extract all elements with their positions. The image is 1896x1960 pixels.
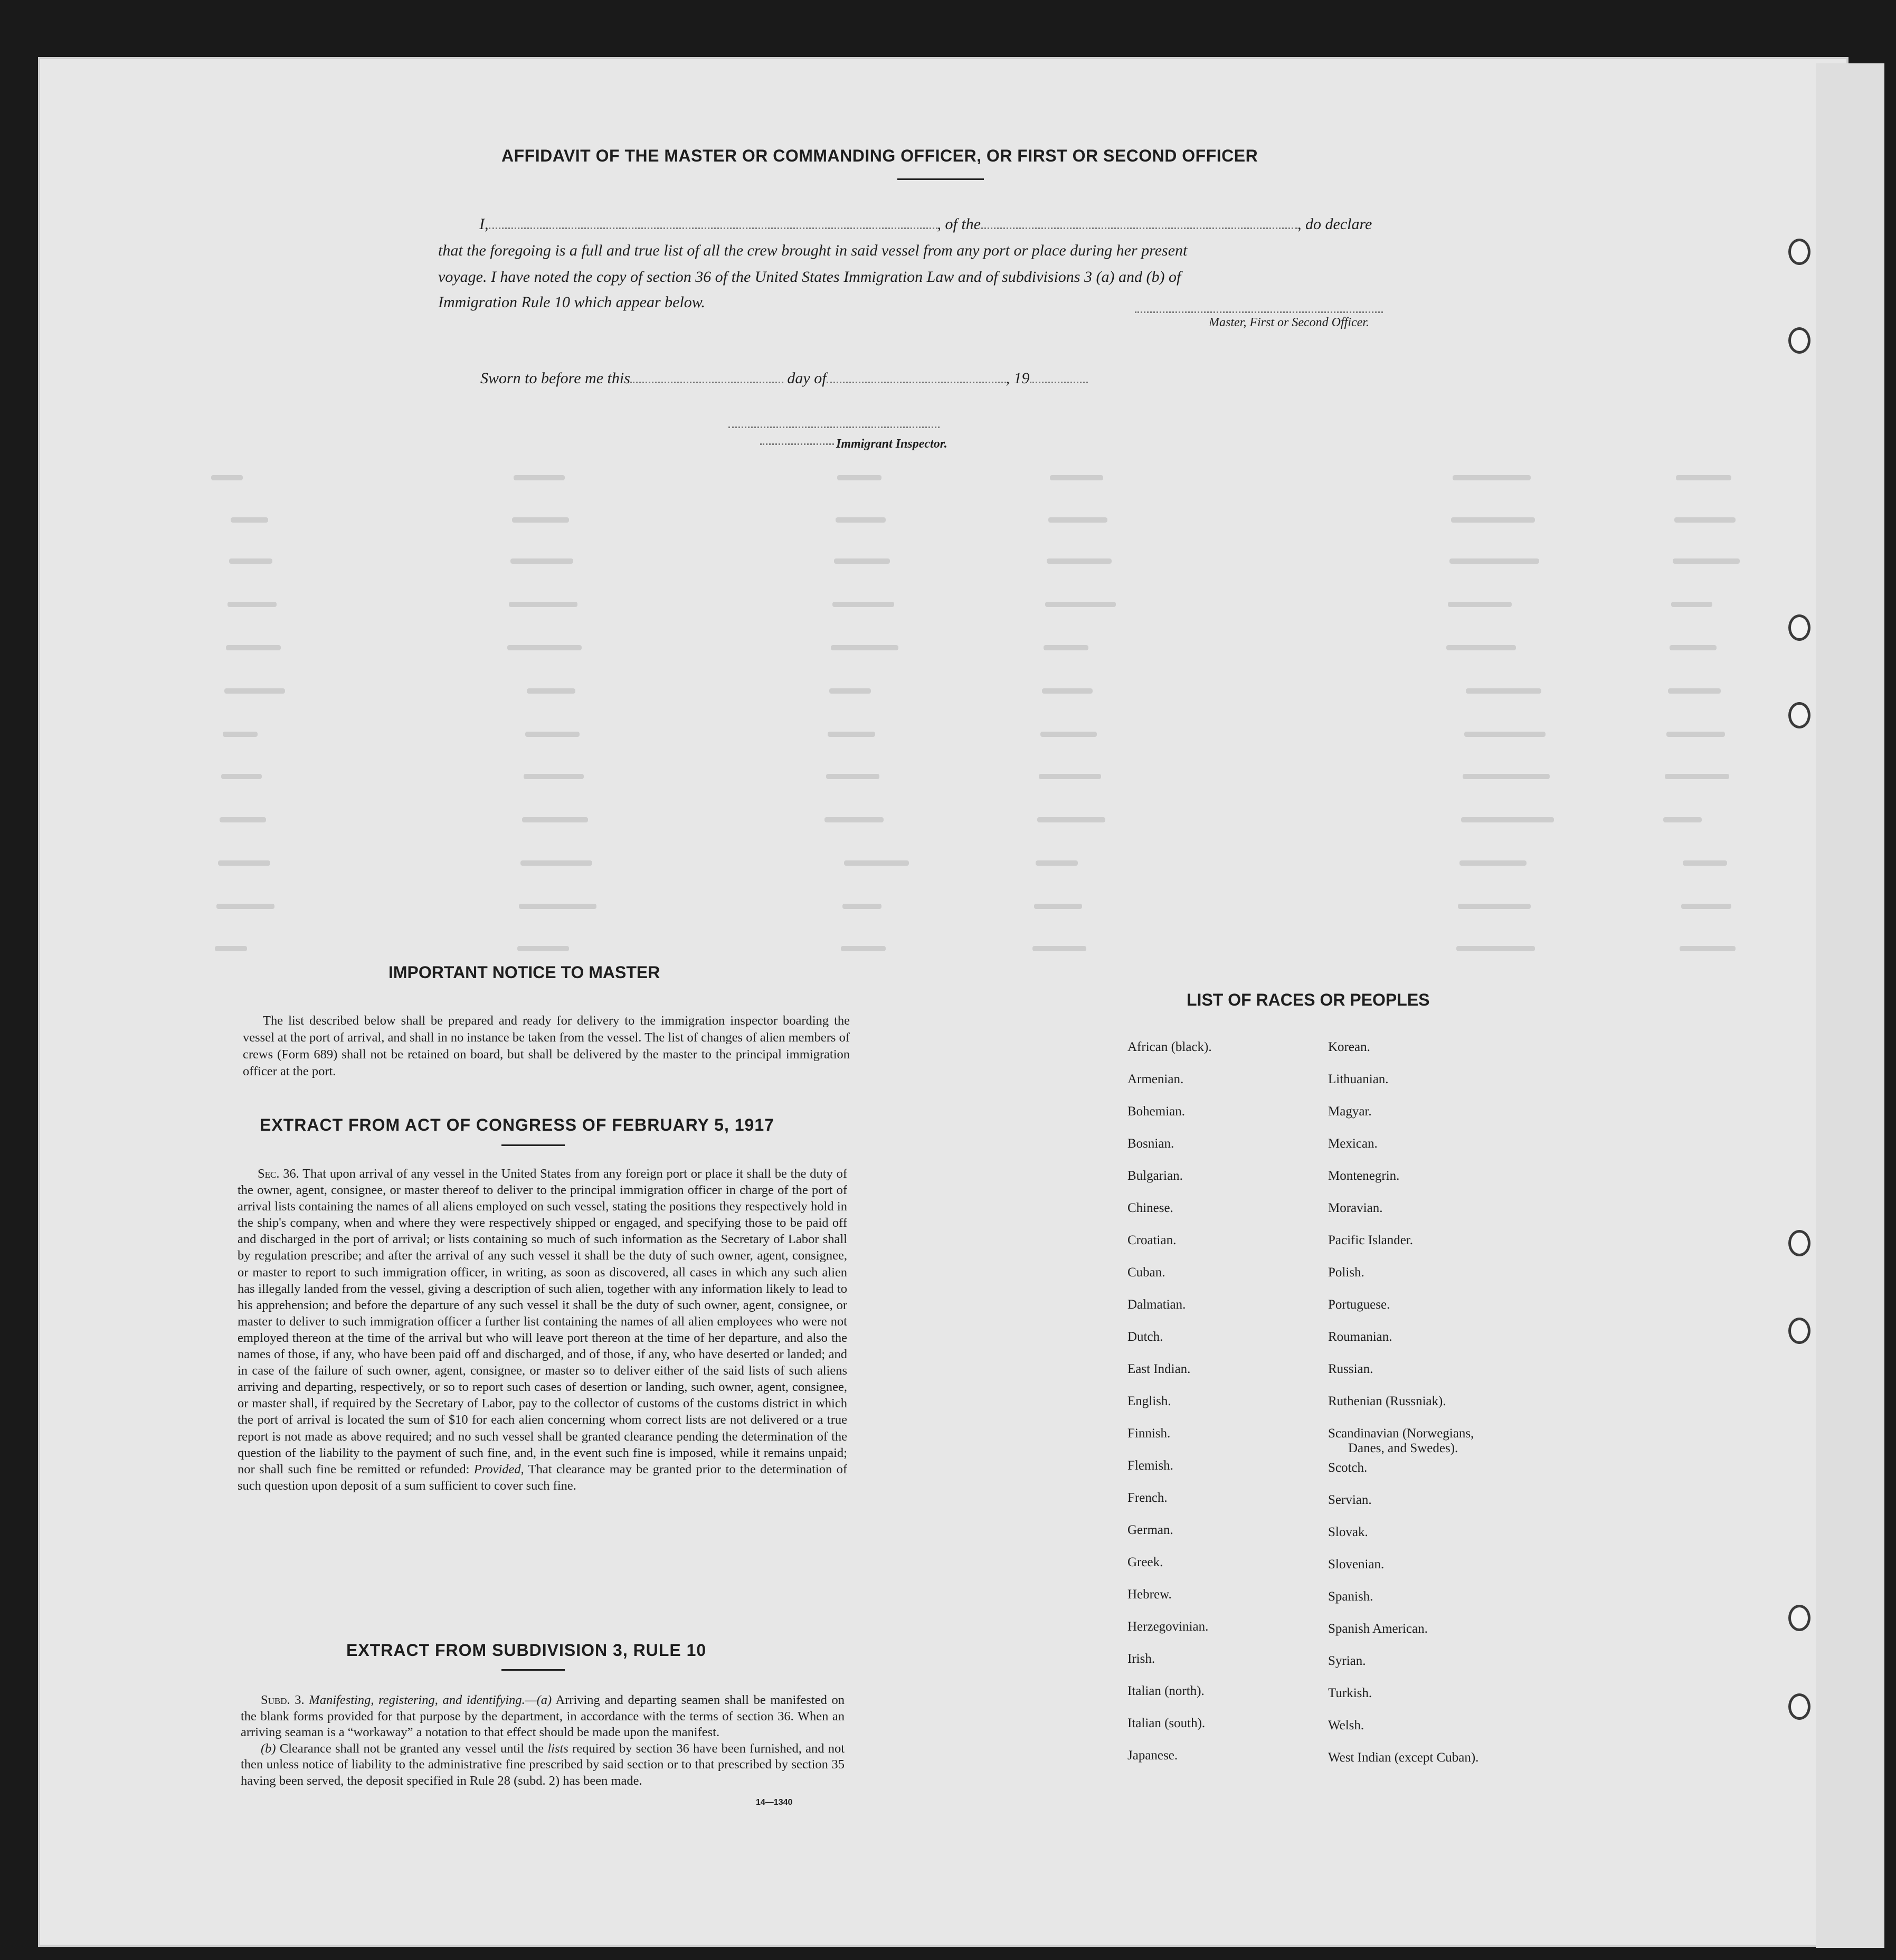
bleed-mark xyxy=(1458,904,1531,909)
b-text-2: required by section 36 have been furnished, and not then unless notice of liability to the administrative fine prescribed by said section or to that prescribed by section 35 having been served, the deposit specified in Rule 28 (subd. 2) has been made. xyxy=(241,1741,845,1788)
declaration-line-2: that the foregoing is a full and true list of all the crew brought in said vessel from any port or place during her present xyxy=(438,242,1188,259)
divider xyxy=(501,1669,565,1671)
bleed-mark xyxy=(1047,558,1112,564)
bleed-mark xyxy=(1463,774,1550,779)
bleed-mark xyxy=(1036,860,1078,866)
act-extract-title: EXTRACT FROM ACT OF CONGRESS OF FEBRUARY 5, 1917 xyxy=(260,1115,774,1134)
bleed-mark xyxy=(524,774,584,779)
race-entry: Pacific Islander. xyxy=(1328,1233,1414,1247)
race-entry: Polish. xyxy=(1328,1265,1364,1280)
bleed-mark xyxy=(834,558,890,564)
binder-hole xyxy=(1788,239,1810,265)
race-entry: Armenian. xyxy=(1127,1072,1184,1086)
bleed-mark xyxy=(1039,774,1101,779)
signature-label: Master, First or Second Officer. xyxy=(1209,316,1369,329)
race-entry: Ruthenian (Russniak). xyxy=(1328,1394,1446,1408)
race-entry: Servian. xyxy=(1328,1493,1372,1507)
sworn-label: Sworn to before me this xyxy=(480,370,630,387)
bleed-mark xyxy=(527,688,575,694)
bleed-mark xyxy=(1680,946,1736,951)
b-text-1: Clearance shall not be granted any vessel until the xyxy=(279,1741,544,1756)
bleed-mark xyxy=(519,904,596,909)
race-entry: Spanish. xyxy=(1328,1589,1373,1604)
notice-text: The list described below shall be prepared and ready for delivery to the immigration inspector boarding the vessel at the port of arrival, and shall in no instance be taken from the vessel. The list of changes of alien members of crews (Form 689) shall not be retained on board, but shall be delivered by the master to the principal immigration officer at the port. xyxy=(243,1014,850,1078)
day-of-label: day of xyxy=(787,370,827,387)
binder-hole xyxy=(1788,1605,1810,1631)
race-entry: Japanese. xyxy=(1127,1748,1178,1763)
bleed-mark xyxy=(509,602,577,607)
bleed-mark xyxy=(520,860,592,866)
race-entry: Spanish American. xyxy=(1328,1622,1428,1636)
notice-title: IMPORTANT NOTICE TO MASTER xyxy=(388,963,660,982)
divider xyxy=(501,1144,565,1146)
race-entry: English. xyxy=(1127,1394,1171,1408)
bleed-mark xyxy=(844,860,909,866)
bleed-mark xyxy=(216,904,274,909)
bleed-mark xyxy=(1451,517,1535,523)
bleed-mark xyxy=(832,602,894,607)
binder-hole xyxy=(1788,1318,1810,1344)
inspector-name-line[interactable] xyxy=(760,443,834,445)
bleed-mark xyxy=(211,475,243,480)
rule-heading: Manifesting, registering, and identifying. xyxy=(309,1693,525,1707)
affidavit-title: AFFIDAVIT OF THE MASTER OR COMMANDING OFFICER, OR FIRST OR SECOND OFFICER xyxy=(501,146,1258,165)
sworn-line xyxy=(480,370,1088,387)
bleed-mark xyxy=(1037,817,1105,822)
name-blank[interactable] xyxy=(489,228,937,229)
race-entry: Roumanian. xyxy=(1328,1330,1392,1344)
bleed-mark xyxy=(1670,645,1717,650)
race-entry: East Indian. xyxy=(1127,1362,1191,1376)
bleed-mark xyxy=(220,817,266,822)
act-text-end: That clearance may be granted prior to the determination of such question upon deposit of a sum sufficient to cover such fine. xyxy=(238,1462,848,1493)
race-entry: Moravian. xyxy=(1328,1201,1383,1215)
notice-paragraph xyxy=(243,1012,850,1080)
bleed-mark xyxy=(842,904,881,909)
race-entry: Finnish. xyxy=(1127,1426,1171,1441)
rule-extract-title: EXTRACT FROM SUBDIVISION 3, RULE 10 xyxy=(346,1641,707,1660)
race-entry: Scandinavian (Norwegians, xyxy=(1328,1426,1474,1441)
declare-label: , do declare xyxy=(1297,215,1372,233)
race-entry: Bohemian. xyxy=(1127,1104,1186,1119)
provided-label: Provided, xyxy=(473,1462,524,1476)
act-extract-paragraph xyxy=(238,1166,847,1494)
race-entry: Bulgarian. xyxy=(1127,1169,1183,1183)
bleed-mark xyxy=(1663,817,1702,822)
bleed-mark xyxy=(522,817,588,822)
a-label: —(a) xyxy=(525,1693,552,1707)
race-entry: Montenegrin. xyxy=(1328,1169,1400,1183)
declaration-line-3: voyage. I have noted the copy of section 36 of the United States Immigration Law and of subdivisions 3 (a) and (b) of xyxy=(438,268,1181,286)
race-entry: Greek. xyxy=(1127,1555,1163,1569)
race-entry: French. xyxy=(1127,1491,1168,1505)
race-entry: Cuban. xyxy=(1127,1265,1165,1280)
race-entry: Dalmatian. xyxy=(1127,1298,1186,1312)
form-number: 14—1340 xyxy=(756,1798,793,1807)
race-entry: Flemish. xyxy=(1127,1459,1173,1473)
i-label: I, xyxy=(479,215,489,233)
bleed-mark xyxy=(221,774,262,779)
bleed-mark xyxy=(1044,645,1088,650)
signature-line[interactable] xyxy=(1135,311,1383,313)
race-entry: Welsh. xyxy=(1328,1718,1364,1732)
bleed-mark xyxy=(223,732,258,737)
bleed-mark xyxy=(1446,645,1516,650)
page-edge xyxy=(1816,63,1884,1948)
bleed-mark xyxy=(514,475,565,480)
race-entry: Dutch. xyxy=(1127,1330,1163,1344)
race-entry: Italian (south). xyxy=(1127,1716,1206,1730)
divider xyxy=(897,178,984,180)
race-entry: Russian. xyxy=(1328,1362,1373,1376)
bleed-mark xyxy=(1459,860,1527,866)
day-blank[interactable] xyxy=(630,382,783,383)
subd-label: Subd. 3. xyxy=(261,1693,305,1707)
binder-hole xyxy=(1788,327,1810,354)
bleed-mark xyxy=(229,558,272,564)
race-entry-continued: Danes, and Swedes). xyxy=(1348,1441,1458,1455)
bleed-mark xyxy=(837,475,881,480)
sec-label: Sec. 36. xyxy=(258,1167,299,1181)
bleed-mark xyxy=(1676,475,1731,480)
binder-hole xyxy=(1788,1230,1810,1256)
bleed-mark xyxy=(226,645,281,650)
month-blank[interactable] xyxy=(827,382,1006,383)
of-the-label: , of the xyxy=(937,215,981,233)
binder-hole xyxy=(1788,614,1810,641)
inspector-signature-line[interactable] xyxy=(728,427,940,428)
year-label: , 19 xyxy=(1006,370,1030,387)
bleed-mark xyxy=(829,688,871,694)
race-entry: Syrian. xyxy=(1328,1654,1366,1668)
bleed-mark xyxy=(218,860,270,866)
race-entry: Italian (north). xyxy=(1127,1684,1205,1698)
race-entry: Portuguese. xyxy=(1328,1298,1390,1312)
race-entry: Mexican. xyxy=(1328,1137,1378,1151)
bleed-mark xyxy=(1456,946,1535,951)
bleed-mark xyxy=(1466,688,1541,694)
bleed-mark xyxy=(841,946,886,951)
race-entry: German. xyxy=(1127,1523,1173,1537)
bleed-mark xyxy=(1683,860,1727,866)
rule-extract-paragraph xyxy=(241,1692,845,1789)
bleed-mark xyxy=(1671,602,1712,607)
bleed-mark xyxy=(1042,688,1093,694)
bleed-mark xyxy=(512,517,569,523)
race-entry: Turkish. xyxy=(1328,1686,1372,1700)
a-text: Arriving and departing seamen shall be manifested on the blank forms provided for that purpose by the department, in accordance with the terms of section 36. When an arriving seaman is a “workaway” a notation to that effect should be made upon the manifest. xyxy=(241,1693,845,1740)
bleed-mark xyxy=(1032,946,1086,951)
document-page xyxy=(38,57,1848,1947)
bleed-mark xyxy=(1453,475,1531,480)
race-entry: Korean. xyxy=(1328,1040,1370,1054)
races-title: LIST OF RACES OR PEOPLES xyxy=(1187,990,1430,1009)
bleed-mark xyxy=(1448,602,1512,607)
bleed-mark xyxy=(1050,475,1103,480)
bleed-mark xyxy=(836,517,886,523)
race-entry: Bosnian. xyxy=(1127,1137,1174,1151)
bleed-mark xyxy=(1461,817,1554,822)
binder-hole xyxy=(1788,1693,1810,1720)
binder-hole xyxy=(1788,702,1810,728)
declaration-line-1 xyxy=(479,215,1372,233)
vessel-blank[interactable] xyxy=(981,228,1297,229)
year-blank[interactable] xyxy=(1030,382,1088,383)
bleed-mark xyxy=(824,817,884,822)
race-entry: Hebrew. xyxy=(1127,1587,1172,1602)
bleed-mark xyxy=(224,688,285,694)
bleed-mark xyxy=(1681,904,1731,909)
bleed-mark xyxy=(231,517,268,523)
bleed-mark xyxy=(1665,774,1729,779)
bleed-mark xyxy=(1673,558,1740,564)
b-lists: lists xyxy=(547,1741,568,1756)
race-entry: West Indian (except Cuban). xyxy=(1328,1750,1479,1765)
race-entry: Chinese. xyxy=(1127,1201,1173,1215)
race-entry: Magyar. xyxy=(1328,1104,1372,1119)
bleed-mark xyxy=(1040,732,1097,737)
bleed-mark xyxy=(215,946,247,951)
race-entry: Croatian. xyxy=(1127,1233,1177,1247)
bleed-mark xyxy=(1668,688,1721,694)
race-entry: Herzegovinian. xyxy=(1127,1620,1209,1634)
bleed-mark xyxy=(1464,732,1546,737)
race-entry: African (black). xyxy=(1127,1040,1212,1054)
race-entry: Lithuanian. xyxy=(1328,1072,1389,1086)
bleed-mark xyxy=(1048,517,1107,523)
b-label: (b) xyxy=(261,1741,276,1756)
bleed-mark xyxy=(525,732,580,737)
bleed-mark xyxy=(831,645,898,650)
bleed-mark xyxy=(828,732,875,737)
race-entry: Scotch. xyxy=(1328,1461,1368,1475)
bleed-mark xyxy=(1449,558,1539,564)
act-text: That upon arrival of any vessel in the United States from any foreign port or place it shall be the duty of the owner, agent, consignee, or master thereof to deliver to the principal immigration officer in charge of the port of arrival lists containing the names of all aliens employed on such vessel, stating the positions they respectively hold in the ship's company, when and where they were respectively shipped or engaged, and specifying those to be paid off and discharged in the port of arrival; or lists containing so much of such information as the Secretary of Labor shall by regulation prescribe; and after the arrival of any such vessel it shall be the duty of such owner, agent, consignee, or master to report to such immigration officer, in writing, as soon as discovered, all cases in which any such alien has illegally landed from the vessel, giving a description of such alien, together with any information likely to lead to his apprehension; and before the departure of any such vessel it shall be the duty of such owner, agent, consignee, or master to deliver to such immigration officer a further list containing the names of all alien employees who were not employed thereon at the time of the arrival but who will leave port thereon at the time of her departure, and also the names of those, if any, who have been paid off and discharged, and of those, if any, who have deserted or landed; and in case of the failure of such owner, agent, consignee, or master so to deliver either of the said lists of such aliens arriving and departing, respectively, or so to report such cases of desertion or landing, such owner, agent, consignee, or master shall, if required by the Secretary of Labor, pay to the collector of customs of the customs district in which the port of arrival is located the sum of $10 for each alien concerning whom correct lists are not delivered or a true report is not made as above required; and no such vessel shall be granted clearance pending the determination of the question of the liability to the payment of such fine, and, in the event such fine is imposed, while it remains unpaid; nor shall such fine be remitted or refunded: xyxy=(238,1167,847,1476)
bleed-mark xyxy=(227,602,277,607)
inspector-label: Immigrant Inspector. xyxy=(836,437,947,451)
bleed-mark xyxy=(826,774,879,779)
bleed-mark xyxy=(1034,904,1082,909)
declaration-line-4: Immigration Rule 10 which appear below. xyxy=(438,293,706,311)
race-entry: Irish. xyxy=(1127,1652,1155,1666)
bleed-mark xyxy=(1045,602,1116,607)
race-entry: Slovenian. xyxy=(1328,1557,1385,1571)
bleed-mark xyxy=(507,645,582,650)
bleed-mark xyxy=(1674,517,1736,523)
bleed-mark xyxy=(1666,732,1725,737)
bleed-mark xyxy=(517,946,569,951)
race-entry: Slovak. xyxy=(1328,1525,1368,1539)
bleed-mark xyxy=(510,558,573,564)
